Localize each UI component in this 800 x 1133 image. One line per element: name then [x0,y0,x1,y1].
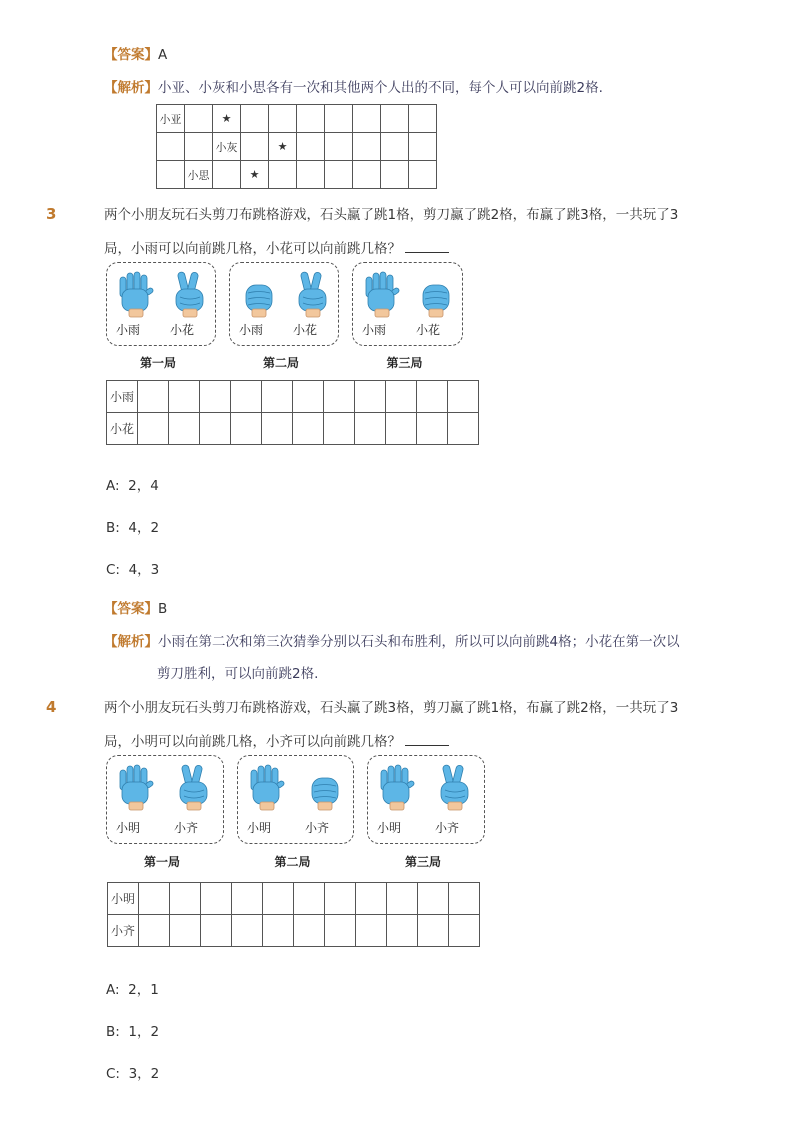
round-label: 第一局 [140,356,177,370]
grid-cell[interactable] [200,413,231,445]
grid-cell [157,161,185,189]
grid-cell [241,105,269,133]
grid-row-label: 小花 [107,413,138,445]
q3-stem-line2 [104,238,449,258]
grid-cell: ★ [213,105,241,133]
grid-cell [325,133,353,161]
grid-cell[interactable] [417,381,448,413]
q2-answer: 【答案】A [104,47,168,63]
round-card [352,262,463,346]
grid-cell [269,161,297,189]
grid-cell[interactable] [418,915,449,947]
grid-cell[interactable] [200,381,231,413]
grid-cell[interactable] [324,413,355,445]
grid-row [108,883,480,915]
question-number: 4 [46,698,57,716]
round-card [229,262,339,346]
grid-cell[interactable] [356,883,387,915]
round-card [106,755,224,844]
player-name: 小雨 [362,323,387,337]
scissors-hand-icon [435,764,475,816]
grid-cell[interactable] [386,381,417,413]
grid-cell[interactable] [387,915,418,947]
grid-cell[interactable] [170,915,201,947]
paper-hand-icon [362,271,402,323]
round-label: 第二局 [263,356,300,370]
grid-cell [185,133,213,161]
grid-cell[interactable] [356,915,387,947]
scissors-hand-icon [174,764,214,816]
grid-cell[interactable] [325,915,356,947]
q3-answer: 【答案】B [104,601,168,617]
player-name: 小明 [377,821,402,835]
grid-cell: 小亚 [157,105,185,133]
grid-cell[interactable] [169,381,200,413]
grid-row [157,161,437,189]
grid-cell[interactable] [139,915,170,947]
paper-hand-icon [116,271,156,323]
paper-hand-icon [377,764,417,816]
round-card [237,755,354,844]
grid-cell[interactable] [262,381,293,413]
q3-analysis: 【解析】小雨在第二次和第三次猜拳分别以石头和布胜利，所以可以向前跳4格；小花在第一次以 [104,634,680,650]
grid-cell[interactable] [418,883,449,915]
grid-cell[interactable] [201,915,232,947]
grid-row [108,915,480,947]
player-name: 小雨 [239,323,264,337]
option-a[interactable]: A: 2，1 [106,982,159,998]
grid-cell[interactable] [263,915,294,947]
grid-cell[interactable] [324,381,355,413]
grid-cell[interactable] [262,413,293,445]
grid-cell[interactable] [448,413,479,445]
grid-cell [409,133,437,161]
grid-cell [409,161,437,189]
answer-blank[interactable] [405,238,449,253]
player-name: 小齐 [305,821,330,835]
player-name: 小花 [293,323,318,337]
grid-row [107,413,479,445]
option-b[interactable]: B: 4，2 [106,520,160,536]
grid-cell [325,161,353,189]
grid-cell[interactable] [325,883,356,915]
player-name: 小齐 [435,821,460,835]
grid-cell [381,133,409,161]
answer-blank[interactable] [405,731,449,746]
grid-cell [297,161,325,189]
grid-cell[interactable] [355,381,386,413]
grid-row [157,133,437,161]
question-number: 3 [46,205,57,223]
grid-cell[interactable] [138,413,169,445]
grid-cell: 小思 [185,161,213,189]
grid-cell[interactable] [232,915,263,947]
rock-hand-icon [416,271,456,323]
grid-row [157,105,437,133]
q2-jump-grid [156,104,437,189]
round-label: 第一局 [144,855,181,869]
player-name: 小花 [416,323,441,337]
grid-row-label: 小雨 [107,381,138,413]
grid-cell[interactable] [294,915,325,947]
grid-cell [297,105,325,133]
grid-cell[interactable] [387,883,418,915]
scissors-hand-icon [170,271,210,323]
grid-cell[interactable] [263,883,294,915]
grid-cell[interactable] [139,883,170,915]
grid-cell: ★ [269,133,297,161]
grid-cell [213,161,241,189]
grid-cell[interactable] [386,413,417,445]
grid-cell[interactable] [293,381,324,413]
q4-stem-line1: 两个小朋友玩石头剪刀布跳格游戏，石头赢了跳3格，剪刀赢了跳1格，布赢了跳2格，一共玩了3 [104,700,679,716]
grid-cell [297,133,325,161]
q4-jump-grid [107,882,480,947]
grid-cell[interactable] [355,413,386,445]
grid-cell[interactable] [417,413,448,445]
q3-stem-line1: 两个小朋友玩石头剪刀布跳格游戏，石头赢了跳1格，剪刀赢了跳2格，布赢了跳3格，一共玩了3 [104,207,679,223]
option-c[interactable]: C: 4，3 [106,562,160,578]
grid-cell[interactable] [449,883,480,915]
player-name: 小雨 [116,323,141,337]
grid-cell: 小灰 [213,133,241,161]
grid-cell [409,105,437,133]
grid-cell [353,105,381,133]
q3-analysis-line2: 剪刀胜利，可以向前跳2格. [157,666,319,682]
grid-cell[interactable] [138,381,169,413]
q3-stem-text: 局，小雨可以向前跳几格，小花可以向前跳几格？ [104,241,401,257]
grid-cell [241,133,269,161]
grid-cell [381,161,409,189]
round-label: 第三局 [386,356,423,370]
player-name: 小花 [170,323,195,337]
paper-hand-icon [116,764,156,816]
q2-analysis: 【解析】小亚、小灰和小思各有一次和其他两个人出的不同，每个人可以向前跳2格. [104,80,603,96]
grid-cell[interactable] [201,883,232,915]
grid-cell: ★ [241,161,269,189]
grid-cell[interactable] [170,883,201,915]
grid-cell[interactable] [232,883,263,915]
player-name: 小明 [116,821,141,835]
grid-cell [353,161,381,189]
q4-stem-text: 局，小明可以向前跳几格，小齐可以向前跳几格？ [104,734,401,750]
grid-cell[interactable] [449,915,480,947]
rock-hand-icon [305,764,345,816]
q4-stem-line2 [104,731,449,751]
round-card [367,755,485,844]
round-card [106,262,216,346]
q3-jump-grid [106,380,479,445]
rock-hand-icon [239,271,279,323]
grid-cell [157,133,185,161]
grid-cell[interactable] [448,381,479,413]
option-c[interactable]: C: 3，2 [106,1066,160,1082]
grid-cell[interactable] [294,883,325,915]
round-label: 第三局 [405,855,442,869]
grid-cell[interactable] [231,413,262,445]
grid-cell [269,105,297,133]
grid-row [107,381,479,413]
grid-row-label: 小明 [108,883,139,915]
player-name: 小齐 [174,821,199,835]
grid-cell [353,133,381,161]
grid-cell[interactable] [293,413,324,445]
grid-row-label: 小齐 [108,915,139,947]
paper-hand-icon [247,764,287,816]
player-name: 小明 [247,821,272,835]
grid-cell [325,105,353,133]
grid-cell [381,105,409,133]
grid-cell [185,105,213,133]
round-label: 第二局 [274,855,311,869]
grid-cell[interactable] [169,413,200,445]
scissors-hand-icon [293,271,333,323]
option-b[interactable]: B: 1，2 [106,1024,160,1040]
option-a[interactable]: A: 2，4 [106,478,159,494]
grid-cell[interactable] [231,381,262,413]
